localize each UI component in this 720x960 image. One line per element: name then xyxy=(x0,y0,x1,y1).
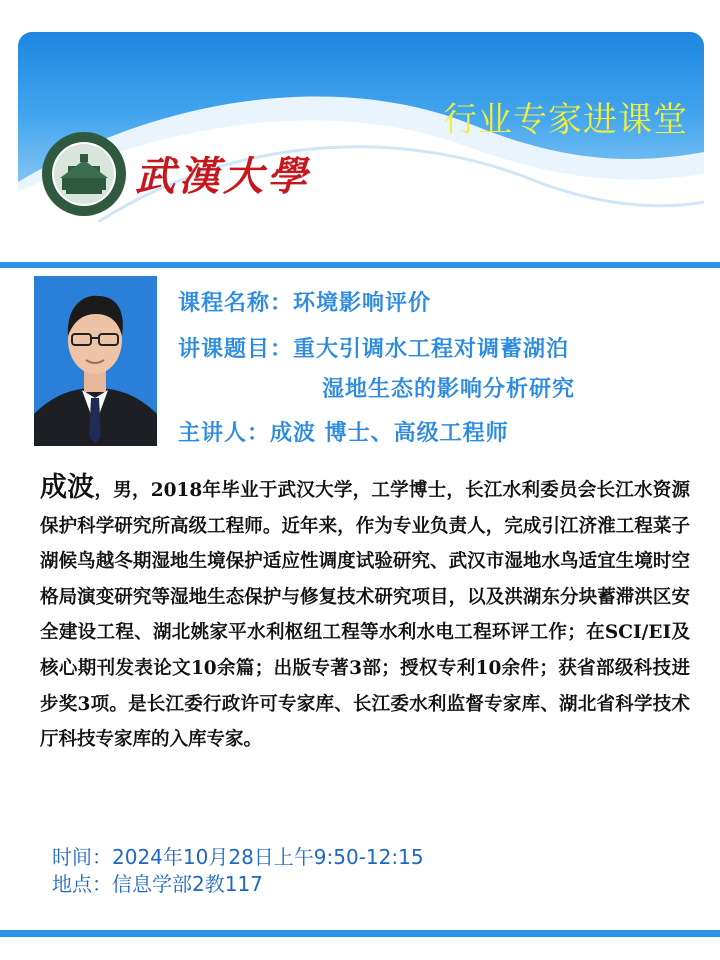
speaker-photo xyxy=(34,276,157,446)
schedule-info xyxy=(52,844,424,898)
university-logo xyxy=(40,130,128,218)
university-wordmark: 武漢大學 xyxy=(135,153,311,200)
lecture-topic-continued: 湿地生态的影响分析研究 xyxy=(322,376,576,402)
top-divider xyxy=(0,262,720,268)
speaker-biography xyxy=(40,470,690,758)
speaker-line: 主讲人：成波 博士、高级工程师 xyxy=(178,420,509,446)
lecture-time: 时间：2024年10月28日上午9:50-12:15 xyxy=(52,845,424,869)
speaker-name: 成波 xyxy=(40,472,95,503)
lecture-location: 地点：信息学部2教117 xyxy=(52,872,263,896)
lecture-topic: 讲课题目：重大引调水工程对调蓄湖泊 xyxy=(178,336,570,362)
banner-title: 行业专家进课堂 xyxy=(443,100,688,140)
biography-text: ，男，2018年毕业于武汉大学，工学博士，长江水利委员会长江水资源保护科学研究所高级工程师。近年来，作为专业负责人，完成引江济淮工程菜子湖候鸟越冬期湿地生境保护适应性调度试验研究、武汉市湿地水鸟适宜生境时空格局演变研究等湿地生态保护与修复技术研究项目，以及洪湖东分块蓄滞洪区安全建设工程、湖北姚家平水利枢纽工程等水利水电工程环评工作；在SCI/EI及核心期刊发表论文10余篇；出版专著3部；授权专利10余件；获省部级科技进步奖3项。是长江委行政许可专家库、长江委水利监督专家库、湖北省科学技术厅科技专家库的入库专家。 xyxy=(40,480,691,751)
course-name: 课程名称：环境影响评价 xyxy=(178,290,432,316)
bottom-divider xyxy=(0,930,720,937)
